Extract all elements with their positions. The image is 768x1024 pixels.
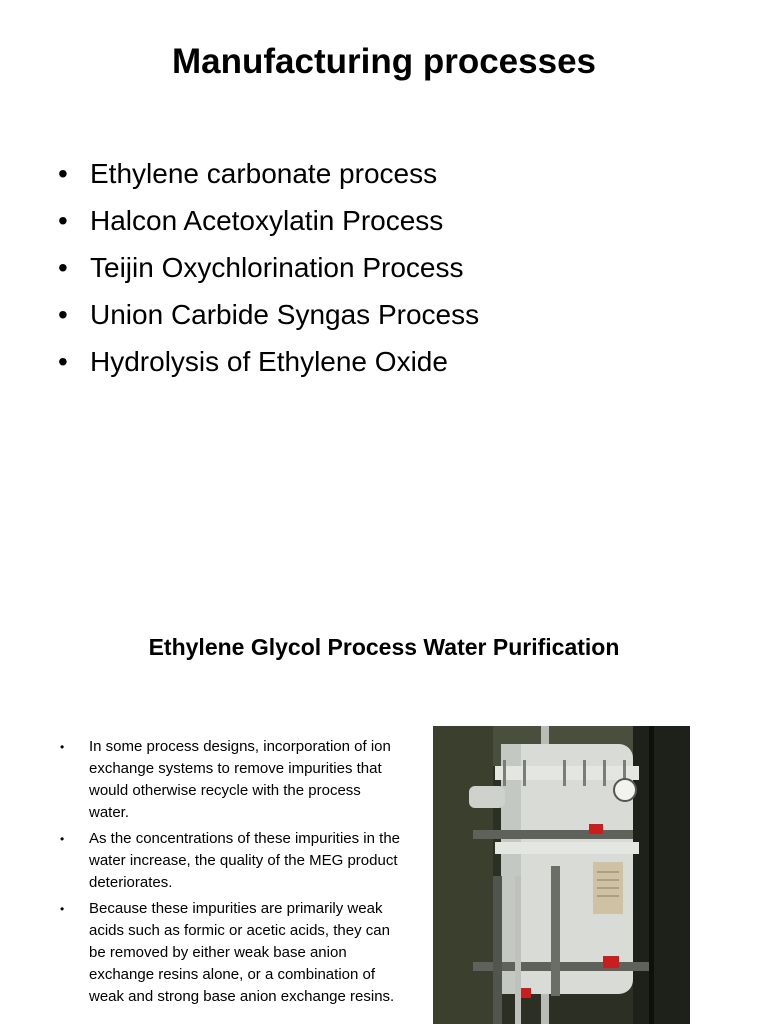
slide-water-purification <box>0 512 768 1024</box>
list-item-text: Hydrolysis of Ethylene Oxide <box>90 346 448 377</box>
bullet-icon: • <box>58 346 68 377</box>
list-item-text: Teijin Oxychlorination Process <box>90 252 464 283</box>
bullet-icon: • <box>58 205 68 236</box>
bullet-icon: • <box>60 740 65 754</box>
slide-title: Ethylene Glycol Process Water Purification <box>148 634 620 660</box>
list-item <box>58 199 479 246</box>
bullet-icon: • <box>58 158 68 189</box>
list-item-text: Because these impurities are primarily weak acids such as formic or acetic acids, they can be removed by either weak base anion exchange resins alone, or a combination of weak and strong base anion exchange resins. <box>89 900 395 1005</box>
list-item-text: Ethylene carbonate process <box>90 158 438 189</box>
list-item-text: As the concentrations of these impurities in the water increase, the quality of the MEG product deteriorates. <box>89 830 401 891</box>
bullet-icon: • <box>60 902 65 916</box>
list-item <box>58 293 479 340</box>
list-item <box>58 152 479 199</box>
list-item <box>58 340 479 387</box>
list-item-text: Union Carbide Syngas Process <box>90 299 480 330</box>
vessel-illustration <box>433 726 690 1024</box>
slide-title: Manufacturing processes <box>172 42 596 81</box>
purification-notes-list <box>58 736 403 1012</box>
bullet-icon: • <box>58 299 68 330</box>
list-item <box>58 898 403 1008</box>
list-item <box>58 246 479 293</box>
list-item-text: In some process designs, incorporation of ion exchange systems to remove impurities that would otherwise recycle with the process water. <box>89 738 391 821</box>
bullet-icon: • <box>60 832 65 846</box>
list-item <box>58 828 403 894</box>
process-list <box>58 152 479 387</box>
list-item <box>58 736 403 824</box>
ion-exchange-vessel-photo <box>433 726 690 1024</box>
bullet-icon: • <box>58 252 68 283</box>
list-item-text: Halcon Acetoxylatin Process <box>90 205 444 236</box>
